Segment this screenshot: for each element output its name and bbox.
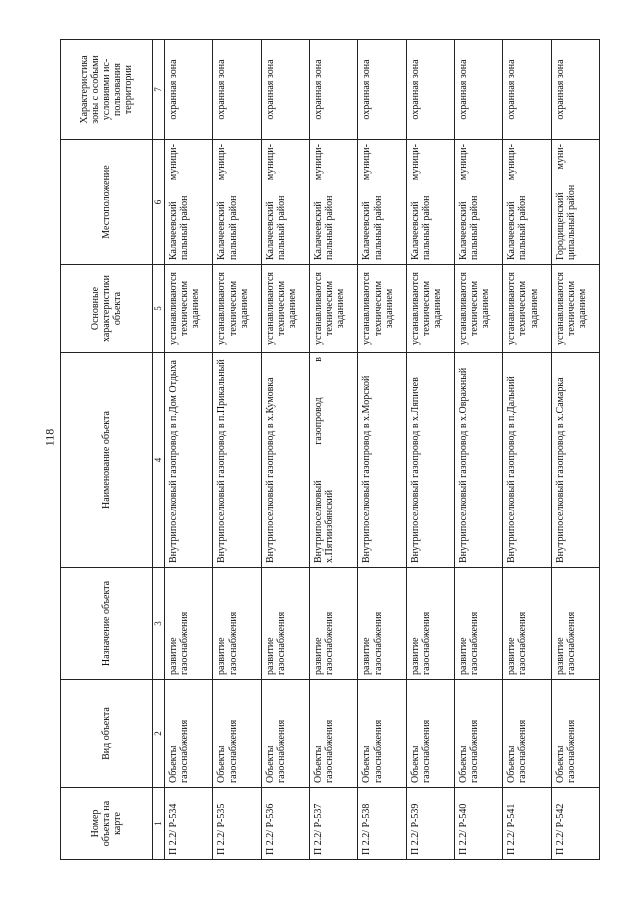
object-purpose: развитие газоснабжения	[454, 568, 502, 680]
object-characteristics: устанавливаются техническим заданием	[261, 265, 309, 353]
object-name: Внутрипоселковый газопровод в х.Кумовка	[261, 353, 309, 568]
column-number: 3	[153, 568, 165, 680]
object-type: Объекты газоснабжения	[261, 680, 309, 788]
zone-characteristics: охранная зона	[551, 40, 599, 140]
object-location: Калачеевский муници-пальный район	[406, 140, 454, 265]
object-name: Внутрипоселковый газопровод в х.Морской	[358, 353, 406, 568]
rotated-table-container	[60, 40, 600, 860]
table-row	[213, 40, 261, 860]
table-row	[551, 40, 599, 860]
object-purpose: развитие газоснабжения	[213, 568, 261, 680]
object-name: Внутрипоселковый газопровод в х.Ляпичев	[406, 353, 454, 568]
header-row	[61, 40, 153, 860]
object-type: Объекты газоснабжения	[213, 680, 261, 788]
object-purpose: развитие газоснабжения	[551, 568, 599, 680]
column-number: 7	[153, 40, 165, 140]
objects-table	[60, 39, 600, 860]
table-row	[454, 40, 502, 860]
object-location: Городищенский муни-ципальный район	[551, 140, 599, 265]
zone-characteristics: охранная зона	[165, 40, 213, 140]
table-row	[309, 40, 357, 860]
object-location: Калачеевский муници-пальный район	[503, 140, 551, 265]
column-number: 1	[153, 788, 165, 860]
header-cell: Наименование объекта	[61, 353, 153, 568]
object-name: Внутрипоселковый газопровод в п.Прикальный	[213, 353, 261, 568]
object-characteristics: устанавливаются техническим заданием	[213, 265, 261, 353]
object-number: П 2.2/ Р-542	[551, 788, 599, 860]
object-name: Внутрипоселковый газопровод в п.Дальний	[503, 353, 551, 568]
table-row	[503, 40, 551, 860]
header-cell: Вид объекта	[61, 680, 153, 788]
zone-characteristics: охранная зона	[454, 40, 502, 140]
object-location: Калачеевский муници-пальный район	[165, 140, 213, 265]
header-cell: Местоположение	[61, 140, 153, 265]
object-type: Объекты газоснабжения	[454, 680, 502, 788]
column-number: 4	[153, 353, 165, 568]
table-row	[406, 40, 454, 860]
column-number: 5	[153, 265, 165, 353]
object-type: Объекты газоснабжения	[358, 680, 406, 788]
object-purpose: развитие газоснабжения	[165, 568, 213, 680]
object-name: Внутрипоселковый газопровод в х.Овражный	[454, 353, 502, 568]
object-number: П 2.2/ Р-537	[309, 788, 357, 860]
object-location: Калачеевский муници-пальный район	[213, 140, 261, 265]
object-purpose: развитие газоснабжения	[358, 568, 406, 680]
table-row	[261, 40, 309, 860]
object-purpose: развитие газоснабжения	[503, 568, 551, 680]
object-number: П 2.2/ Р-540	[454, 788, 502, 860]
object-name: Внутрипоселковый газопровод в х.Пятиизбянский	[309, 353, 357, 568]
object-type: Объекты газоснабжения	[503, 680, 551, 788]
object-number: П 2.2/ Р-534	[165, 788, 213, 860]
object-type: Объекты газоснабжения	[551, 680, 599, 788]
object-name: Внутрипоселковый газопровод в х.Самарка	[551, 353, 599, 568]
table-row	[358, 40, 406, 860]
object-characteristics: устанавливаются техническим заданием	[309, 265, 357, 353]
column-number-row	[153, 40, 165, 860]
object-characteristics: устанавливаются техническим заданием	[551, 265, 599, 353]
object-number: П 2.2/ Р-538	[358, 788, 406, 860]
object-location: Калачеевский муници-пальный район	[358, 140, 406, 265]
zone-characteristics: охранная зона	[213, 40, 261, 140]
object-purpose: развитие газоснабжения	[261, 568, 309, 680]
page-number: 118	[42, 428, 57, 447]
object-number: П 2.2/ Р-535	[213, 788, 261, 860]
object-number: П 2.2/ Р-541	[503, 788, 551, 860]
object-purpose: развитие газоснабжения	[309, 568, 357, 680]
object-type: Объекты газоснабжения	[406, 680, 454, 788]
zone-characteristics: охранная зона	[309, 40, 357, 140]
column-number: 2	[153, 680, 165, 788]
table-row	[165, 40, 213, 860]
object-type: Объекты газоснабжения	[309, 680, 357, 788]
header-cell: Основные характеристики объекта	[61, 265, 153, 353]
zone-characteristics: охранная зона	[358, 40, 406, 140]
object-number: П 2.2/ Р-536	[261, 788, 309, 860]
zone-characteristics: охранная зона	[261, 40, 309, 140]
object-characteristics: устанавливаются техническим заданием	[358, 265, 406, 353]
header-cell: Номер объекта на карте	[61, 788, 153, 860]
header-cell: Характеристика зоны с особыми условиями ис-пользования территории	[61, 40, 153, 140]
object-name: Внутрипоселковый газопровод в п.Дом Отдыха	[165, 353, 213, 568]
zone-characteristics: охранная зона	[503, 40, 551, 140]
object-number: П 2.2/ Р-539	[406, 788, 454, 860]
object-characteristics: устанавливаются техническим заданием	[503, 265, 551, 353]
zone-characteristics: охранная зона	[406, 40, 454, 140]
object-type: Объекты газоснабжения	[165, 680, 213, 788]
object-characteristics: устанавливаются техническим заданием	[165, 265, 213, 353]
object-purpose: развитие газоснабжения	[406, 568, 454, 680]
object-location: Калачеевский муници-пальный район	[454, 140, 502, 265]
column-number: 6	[153, 140, 165, 265]
object-characteristics: устанавливаются техническим заданием	[454, 265, 502, 353]
object-characteristics: устанавливаются техническим заданием	[406, 265, 454, 353]
object-location: Калачеевский муници-пальный район	[261, 140, 309, 265]
object-location: Калачеевский муници-пальный район	[309, 140, 357, 265]
header-cell: Назначение объекта	[61, 568, 153, 680]
